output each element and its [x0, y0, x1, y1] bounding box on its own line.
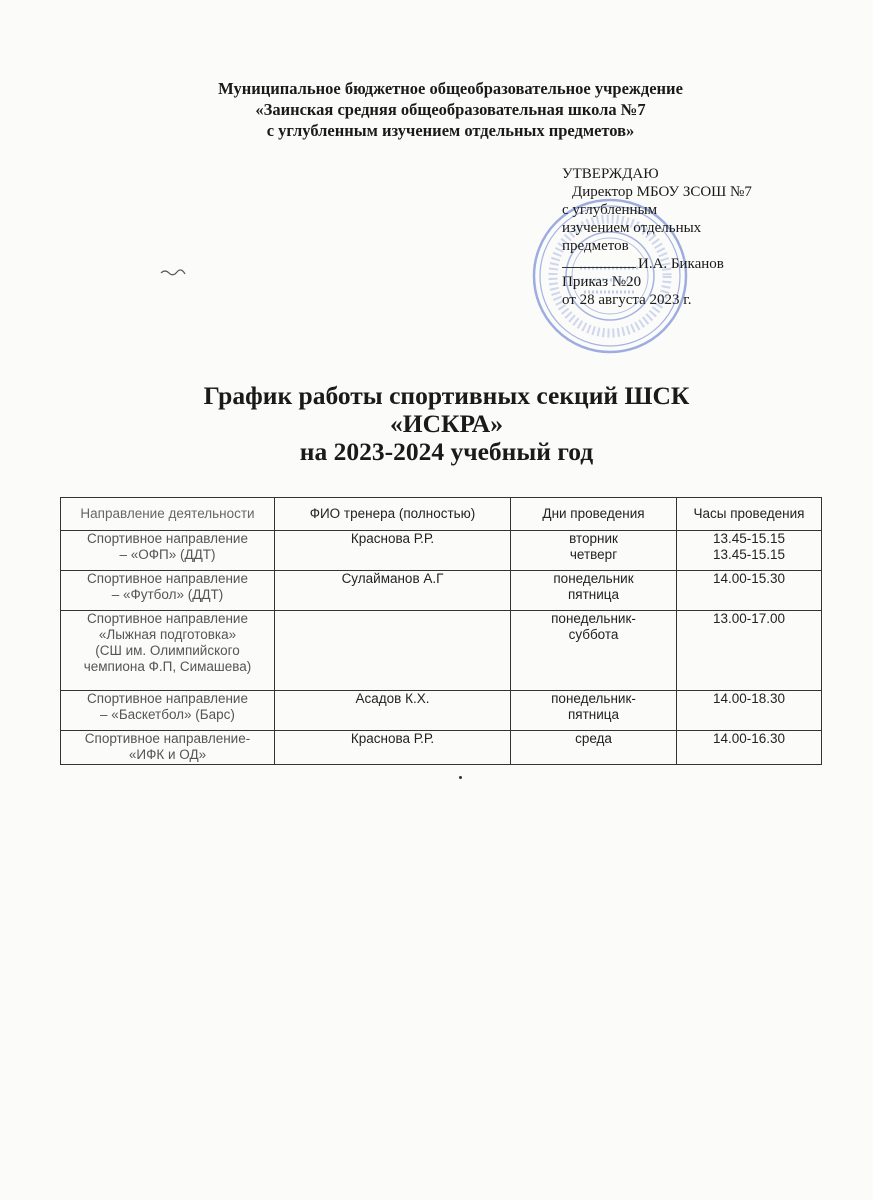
direction-line: – «Баскетбол» (Барс)	[100, 707, 235, 722]
days-cell	[511, 531, 677, 571]
order-date: от 28 августа 2023 г.	[562, 292, 692, 308]
org-line-2: «Заинская средняя общеобразовательная школа №7	[255, 100, 646, 119]
direction-line: Спортивное направление	[87, 571, 248, 586]
day-line: понедельник	[553, 571, 634, 586]
direction-line: «Лыжная подготовка»	[98, 627, 237, 642]
hours-line: 13.00-17.00	[712, 611, 786, 626]
table-header-row	[61, 498, 822, 531]
hours-line: 13.45-15.15	[712, 531, 786, 546]
direction-line: Спортивное направление	[87, 691, 248, 706]
trainer-cell: Сулайманов А.Г	[275, 571, 511, 611]
trainer-cell: Краснова Р.Р.	[275, 731, 511, 765]
organization-header	[0, 78, 873, 141]
table-row	[61, 691, 822, 731]
direction-line: – «ОФП» (ДДТ)	[119, 547, 216, 562]
trainer-cell: Асадов К.Х.	[275, 691, 511, 731]
direction-cell	[61, 571, 275, 611]
hours-cell	[677, 611, 822, 691]
direction-line: (СШ им. Олимпийского	[95, 643, 240, 658]
header-direction: Направление деятельности	[61, 498, 275, 531]
direction-cell	[61, 531, 275, 571]
day-line: суббота	[568, 627, 619, 642]
direction-line: Спортивное направление-	[84, 731, 251, 746]
days-cell	[511, 611, 677, 691]
header-trainer: ФИО тренера (полностью)	[275, 498, 511, 531]
stray-dot	[459, 776, 462, 779]
title-line-3: на 2023-2024 учебный год	[299, 437, 594, 466]
hours-cell	[677, 731, 822, 765]
day-line: понедельник-	[551, 611, 636, 626]
approval-block	[562, 165, 852, 309]
day-line: среда	[575, 731, 612, 746]
hours-line: 13.45-15.15	[712, 547, 786, 562]
approval-heading: УТВЕРЖДАЮ	[562, 166, 659, 182]
header-hours: Часы проведения	[677, 498, 822, 531]
direction-line: «ИФК и ОД»	[128, 747, 207, 762]
direction-line: Спортивное направление	[87, 531, 248, 546]
schedule-table	[60, 497, 822, 765]
title-line-1: График работы спортивных секций ШСК	[203, 381, 690, 410]
days-cell	[511, 691, 677, 731]
day-line: пятница	[567, 707, 620, 722]
direction-cell	[61, 691, 275, 731]
hours-cell	[677, 571, 822, 611]
days-cell	[511, 571, 677, 611]
order-number: Приказ №20	[562, 274, 642, 290]
approval-position: Директор МБОУ ЗСОШ №7	[572, 184, 752, 200]
day-line: вторник	[569, 531, 618, 546]
table-row	[61, 531, 822, 571]
direction-cell	[61, 611, 275, 691]
signer-name: И.А. Биканов	[638, 256, 724, 272]
direction-line: Спортивное направление	[87, 611, 248, 626]
scribble-mark	[160, 268, 186, 276]
days-cell	[511, 731, 677, 765]
hours-line: 14.00-18.30	[712, 691, 786, 706]
approval-line-3: изучением отдельных	[562, 220, 702, 236]
hours-line: 14.00-15.30	[712, 571, 786, 586]
trainer-cell	[275, 611, 511, 691]
direction-cell	[61, 731, 275, 765]
day-line: четверг	[569, 547, 618, 562]
header-days: Дни проведения	[511, 498, 677, 531]
direction-line: чемпиона Ф.П, Симашева)	[83, 659, 252, 674]
document-title	[0, 382, 873, 466]
signature-line	[562, 267, 636, 268]
trainer-cell: Краснова Р.Р.	[275, 531, 511, 571]
signature-row	[562, 255, 852, 273]
hours-cell	[677, 691, 822, 731]
day-line: пятница	[567, 587, 620, 602]
org-line-3: с углубленным изучением отдельных предметов»	[266, 121, 635, 140]
approval-line-4: предметов	[562, 238, 629, 254]
approval-line-2: с углубленным	[562, 202, 658, 218]
title-line-2: «ИСКРА»	[390, 409, 503, 438]
table-row	[61, 611, 822, 691]
hours-line: 14.00-16.30	[712, 731, 786, 746]
direction-line: – «Футбол» (ДДТ)	[111, 587, 224, 602]
hours-cell	[677, 531, 822, 571]
org-line-1: Муниципальное бюджетное общеобразовательное учреждение	[218, 79, 683, 98]
day-line: понедельник-	[551, 691, 636, 706]
table-row	[61, 731, 822, 765]
table-row	[61, 571, 822, 611]
